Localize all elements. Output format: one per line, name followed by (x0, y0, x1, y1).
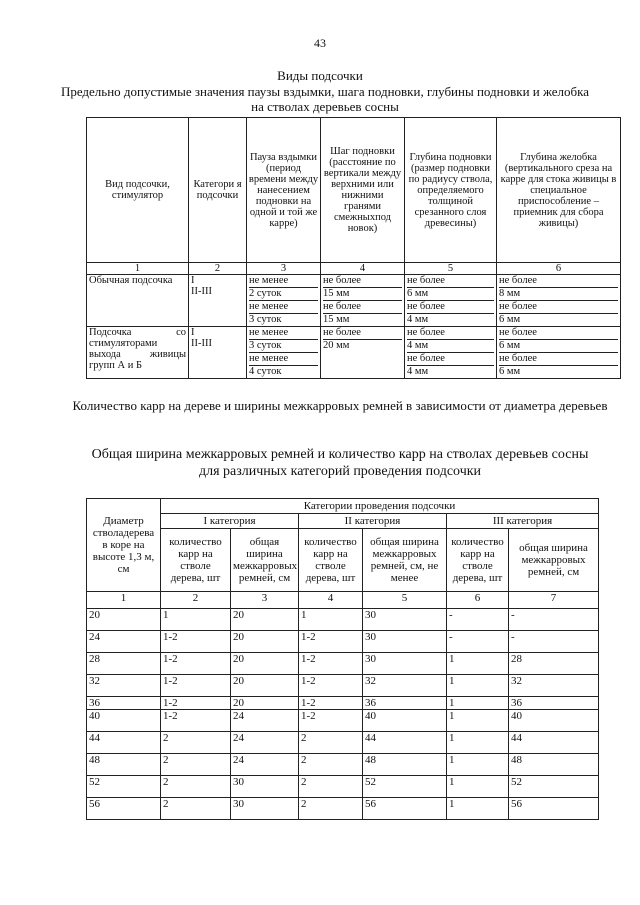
table-cell: - (447, 631, 509, 653)
cell-line: не более (407, 301, 494, 314)
table-cell: 1 (299, 609, 363, 631)
cell-line: 4 мм (407, 314, 429, 325)
table-cell: 52 (363, 776, 447, 798)
cell-line: не более (499, 327, 618, 340)
header-depth: Глубина подновки (размер подновки по радиусу ствола, определяемого толщиной срезанного слоя древесины) (405, 118, 497, 263)
table-cell: 32 (87, 675, 161, 697)
category-cell (189, 327, 247, 379)
table-cell: 2 (299, 732, 363, 754)
cell-line: не более (407, 327, 494, 340)
table-cell: - (447, 609, 509, 631)
col-number: 6 (447, 592, 509, 609)
table-cell: 1-2 (161, 653, 231, 675)
cell-line: не менее (249, 353, 318, 366)
table-cell: 2 (161, 798, 231, 820)
category-cell (189, 275, 247, 327)
table-cell: 48 (363, 754, 447, 776)
table-row (87, 631, 599, 653)
table-cell: 20 (231, 631, 299, 653)
cell-line: 3 суток (249, 340, 318, 353)
table-cell: 2 (299, 798, 363, 820)
table-cell: 36 (363, 697, 447, 710)
step-cell (321, 275, 405, 327)
header-belt-width: общая ширина межкарровых ремней, см (231, 529, 299, 592)
cell-line: 4 суток (249, 366, 282, 377)
table-cell: 32 (509, 675, 599, 697)
table-cell: 40 (363, 710, 447, 732)
table-cell: 1-2 (161, 675, 231, 697)
cell-line: не более (323, 327, 402, 340)
pause-cell (247, 275, 321, 327)
cell-line: не более (407, 353, 494, 366)
table-cell: 40 (509, 710, 599, 732)
table-cell: 24 (231, 710, 299, 732)
table-cell: 30 (363, 631, 447, 653)
header-category-1: I категория (161, 514, 299, 529)
table-cell: 44 (363, 732, 447, 754)
cell-line: не более (323, 275, 402, 288)
header-carr-count: количество карр на стволе дерева, шт (299, 529, 363, 592)
table-cell: 44 (509, 732, 599, 754)
cell-line: 2 суток (249, 288, 318, 301)
table-cell: 1 (161, 609, 231, 631)
cell-line: 4 мм (407, 340, 494, 353)
col-number: 1 (87, 592, 161, 609)
table-cell: 56 (363, 798, 447, 820)
cell-line: не менее (249, 327, 318, 340)
section-title-types: Виды подсочки (277, 68, 363, 83)
table-row (87, 798, 599, 820)
table-row (87, 327, 621, 379)
table-cell: 1 (447, 732, 509, 754)
step-cell (321, 327, 405, 379)
cell-line: не более (407, 275, 494, 288)
cell-line: I (191, 275, 195, 286)
header-pause: Пауза вздымки (период времени между нанесением подновки на одной и той же карре) (247, 118, 321, 263)
section-title-carr-count: Количество карр на дереве и ширины межкарровых ремней в зависимости от диаметра деревьев (72, 398, 608, 413)
table-cell: 1 (447, 675, 509, 697)
table-cell: 1-2 (299, 631, 363, 653)
cell-line: 8 мм (499, 288, 618, 301)
col-number: 4 (299, 592, 363, 609)
table-cell: 1 (447, 653, 509, 675)
table-cell: 20 (87, 609, 161, 631)
table-cell: 56 (87, 798, 161, 820)
cell-line: 20 мм (323, 340, 350, 351)
cell-line: не менее (249, 301, 318, 314)
table-cell: 24 (87, 631, 161, 653)
table-cell: 24 (231, 732, 299, 754)
cell-line: 6 мм (499, 340, 618, 353)
table-cell: 1-2 (161, 697, 231, 710)
table-cell: 1 (447, 798, 509, 820)
cell-line: 6 мм (499, 366, 521, 377)
table-row (87, 697, 599, 710)
tapping-type-cell: Подсочка со стимуляторами выхода живицы групп А и Б (87, 327, 189, 379)
table-cell: 56 (509, 798, 599, 820)
table-row (87, 275, 621, 327)
table-cell: 44 (87, 732, 161, 754)
section-subtitle-limits: Предельно допустимые значения паузы вздымки, шага подновки, глубины подновки и желобка на стволах деревьев сосны (60, 84, 590, 114)
col-number: 1 (87, 263, 189, 275)
header-belt-width: общая ширина межкарровых ремней, см, не менее (363, 529, 447, 592)
table-cell: 30 (231, 798, 299, 820)
depth-cell (405, 327, 497, 379)
table-cell: 24 (231, 754, 299, 776)
table-cell: 2 (161, 732, 231, 754)
table-cell: 2 (299, 754, 363, 776)
groove-cell (497, 275, 621, 327)
table-cell: 1 (447, 710, 509, 732)
table-cell: 30 (231, 776, 299, 798)
table2-title: Общая ширина межкарровых ремней и количество карр на стволах деревьев сосны для различных категорий проведения подсочки (91, 447, 589, 479)
table-cell: 1-2 (299, 653, 363, 675)
table-cell: - (509, 609, 599, 631)
table-cell: - (509, 631, 599, 653)
header-belt-width: общая ширина межкарровых ремней, см (509, 529, 599, 592)
header-diameter: Диаметр стволадерева в коре на высоте 1,3 м, см (87, 499, 161, 592)
groove-cell (497, 327, 621, 379)
table-cell: 1 (447, 697, 509, 710)
cell-line: 6 мм (499, 314, 521, 325)
cell-line: не более (499, 301, 618, 314)
depth-cell (405, 275, 497, 327)
table-cell: 52 (509, 776, 599, 798)
col-number: 3 (247, 263, 321, 275)
cell-line: не менее (249, 275, 318, 288)
table-cell: 2 (299, 776, 363, 798)
table-cell: 20 (231, 609, 299, 631)
header-category-3: III категория (447, 514, 599, 529)
table-cell: 2 (161, 754, 231, 776)
cell-line: 4 мм (407, 366, 429, 377)
cell-line: 15 мм (323, 314, 350, 325)
col-number: 7 (509, 592, 599, 609)
table-row (87, 710, 599, 732)
pause-cell (247, 327, 321, 379)
cell-line: не более (323, 301, 402, 314)
table-cell: 28 (509, 653, 599, 675)
table-cell: 30 (363, 609, 447, 631)
table-cell: 52 (87, 776, 161, 798)
tapping-type-cell: Обычная подсочка (87, 275, 189, 327)
header-categories: Категории проведения подсочки (161, 499, 599, 514)
cell-line: 6 мм (407, 288, 494, 301)
cell-line: не более (499, 353, 618, 366)
col-number: 2 (161, 592, 231, 609)
table-cell: 1-2 (161, 631, 231, 653)
header-carr-count: количество карр на стволе дерева, шт (447, 529, 509, 592)
header-category: Категори я подсочки (189, 118, 247, 263)
table-row (87, 732, 599, 754)
table-cell: 1-2 (299, 710, 363, 732)
table-cell: 20 (231, 697, 299, 710)
cell-line: не более (499, 275, 618, 288)
table-row (87, 754, 599, 776)
col-number: 3 (231, 592, 299, 609)
header-step: Шаг подновки (расстояние по вертикали между верхними или нижними гранями смежныхпод новок) (321, 118, 405, 263)
col-number: 5 (405, 263, 497, 275)
col-number: 6 (497, 263, 621, 275)
table-cell: 1 (447, 754, 509, 776)
table-cell: 36 (87, 697, 161, 710)
tapping-limits-table (86, 117, 621, 379)
table-cell: 28 (87, 653, 161, 675)
table-cell: 1-2 (299, 675, 363, 697)
table-cell: 1-2 (299, 697, 363, 710)
table-cell: 32 (363, 675, 447, 697)
cell-line: I (191, 327, 195, 338)
table-cell: 2 (161, 776, 231, 798)
col-number: 4 (321, 263, 405, 275)
page-number: 43 (314, 36, 326, 50)
table-row (87, 675, 599, 697)
cell-line: II-III (191, 286, 212, 297)
cell-line: 15 мм (323, 288, 402, 301)
table-cell: 36 (509, 697, 599, 710)
table-cell: 1 (447, 776, 509, 798)
table-cell: 20 (231, 675, 299, 697)
table-row (87, 653, 599, 675)
table-cell: 48 (87, 754, 161, 776)
table-cell: 48 (509, 754, 599, 776)
cell-line: 3 суток (249, 314, 282, 325)
header-tapping-type: Вид подсочки, стимулятор (87, 118, 189, 263)
cell-line: II-III (191, 338, 212, 349)
header-category-2: II категория (299, 514, 447, 529)
col-number: 5 (363, 592, 447, 609)
carr-width-table (86, 498, 599, 820)
table-row (87, 776, 599, 798)
table-cell: 40 (87, 710, 161, 732)
table-row (87, 609, 599, 631)
table-cell: 30 (363, 653, 447, 675)
header-groove: Глубина желобка (вертикального среза на карре для стока живицы в специальное приспособление –приемник для сбора живицы) (497, 118, 621, 263)
col-number: 2 (189, 263, 247, 275)
table-cell: 1-2 (161, 710, 231, 732)
header-carr-count: количество карр на стволе дерева, шт (161, 529, 231, 592)
table-cell: 20 (231, 653, 299, 675)
